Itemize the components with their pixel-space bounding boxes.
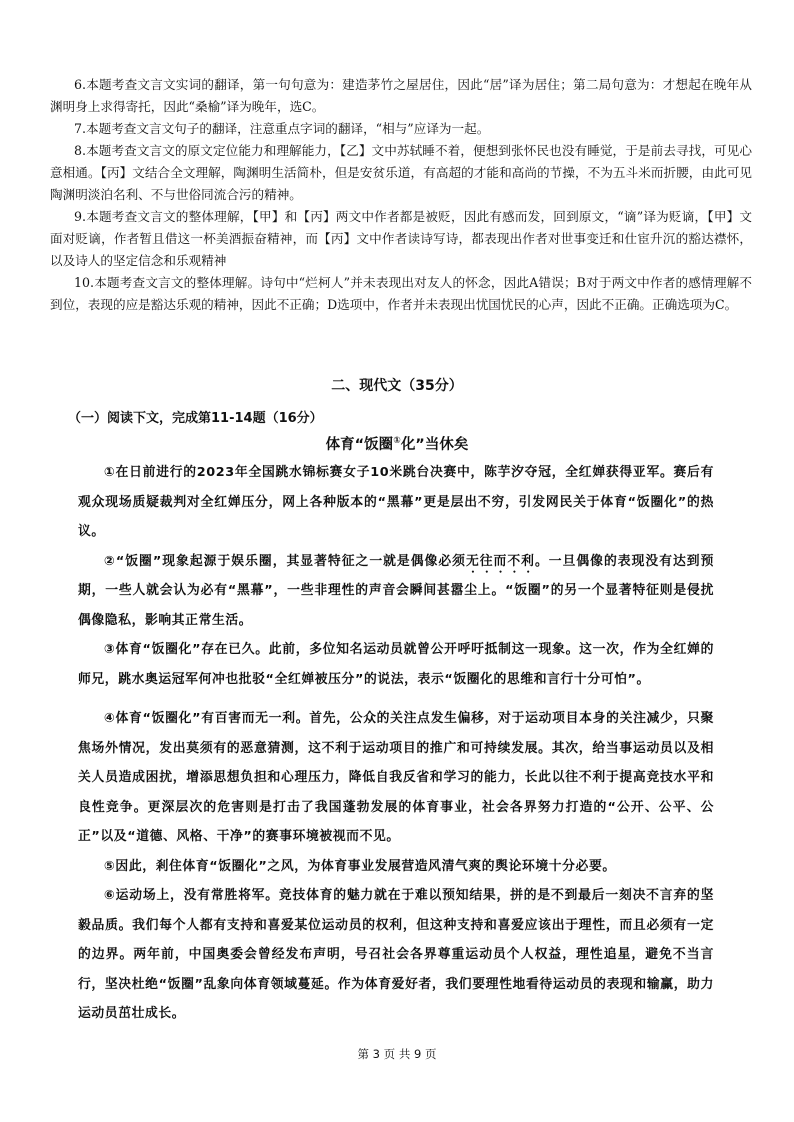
paragraph-5: ⑤因此，剎住体育“饭圈化”之风，为体育事业发展营造风清气爽的舆论环境十分必要。 [104, 858, 616, 874]
emphasized-phrase: 无往而不利 [465, 553, 535, 569]
answer-10: 10.本题考查文言文的整体理解。诗句中“烂柯人”并未表现出对友人的怀念，因此A错误；B对于两文中作者的感情理解不到位，表现的应是豁达乐观的精神，因此不正确；D选项中，作者并未表现出忧国忧民的心声，因此不正确。正确选项为C。 [50, 275, 752, 312]
paragraph-2-start: ②“饭圈”现象起源于娱乐圈，其显著特征之一就是偶像必须 [104, 553, 466, 569]
paragraph-2 [78, 547, 714, 636]
paragraph-3: ③体育“饭圈化”存在已久。此前，多位知名运动员就曾公开呼吁抵制这一现象。这一次，作为全红婵的师兄，跳水奥运冠军何冲也批驳“全红婵被压分”的说法，表示“饭圈化的思维和言行十分可怕”。 [78, 642, 714, 687]
reading-instruction: （一）阅读下文，完成第11-14题（16分） [68, 411, 323, 426]
section-title: 二、现代文（35分） [331, 378, 463, 394]
answer-6: 6.本题考查文言文实词的翻译，第一句句意为：建造茅竹之屋居住，因此“居”译为居住；第二局句意为：才想起在晚年从渊明身上求得寄托，因此“桑榆”译为晚年，选C。 [50, 77, 752, 114]
answer-9: 9.本题考查文言文的整体理解，【甲】和【丙】两文中作者都是被贬，因此有感而发，回到原文，“谪”译为贬谪，【甲】文面对贬谪，作者暂且借这一杯美酒振奋精神，而【丙】文中作者读诗写诗，都表现出作者对世事变迁和仕宦升沉的豁达襟怀，以及诗人的坚定信念和乐观精神 [50, 209, 752, 268]
paragraph-4: ④体育“饭圈化”有百害而无一利。首先，公众的关注点发生偏移，对于运动项目本身的关注减少，只聚焦场外情况，发出莫须有的恶意猜测，这不利于运动项目的推广和可持续发展。其次，给当事运动员以及相关人员造成困扰，增添思想负担和心理压力，降低自我反省和学习的能力，长此以往不利于提高竞技水平和良性竞争。更深层次的危害则是打击了我国蓬勃发展的体育事业，社会各界努力打造的“公开、公平、公正”以及“道德、风格、干净”的赛事环境被视而不见。 [78, 711, 714, 844]
article-title-part-1: 体育“饭圈 [325, 437, 394, 453]
answer-7: 7.本题考查文言文句子的翻译，注意重点字词的翻译，“相与”应译为一起。 [74, 121, 490, 136]
answer-explanations [50, 74, 752, 316]
paragraph-6: ⑥运动场上，没有常胜将军。竞技体育的魅力就在于难以预知结果，拼的是不到最后一刻决不言弃的坚毅品质。我们每个人都有支持和喜爱某位运动员的权利，但这种支持和喜爱应该出于理性，而且必须有一定的边界。两年前，中国奥委会曾经发布声明，号召社会各界尊重运动员个人权益，理性追星，避免不当言行，坚决杜绝“饭圈”乱象向体育领域蔓延。作为体育爱好者，我们要理性地看待运动员的表现和输赢，助力运动员茁壮成长。 [78, 888, 714, 1021]
article-title-part-2: 化”当休矣 [400, 437, 469, 453]
article-body [78, 458, 714, 1029]
article-title [0, 433, 794, 454]
answer-8: 8.本题考查文言文的原文定位能力和理解能力，【乙】文中苏轼睡不着，便想到张怀民也没有睡觉，于是前去寻找，可见心意相通。【丙】文结合全文理解，陶渊明生活简朴，但是安贫乐道，有高超的才能和高尚的节操，不为五斗米而折腰，由此可见陶渊明淡泊名利、不与世俗同流合污的精神。 [50, 143, 752, 202]
page-footer: 第 3 页 共 9 页 [357, 1047, 437, 1061]
paragraph-2-end: 。一旦偶像的表现没有达到预期，一些人就会认为必有“黑幕”，一些非理性的声音会瞬间甚嚣尘上。“饭圈”的另一个显著特征则是侵扰偶像隐私，影响其正常生活。 [78, 553, 714, 628]
paragraph-1: ①在日前进行的2023年全国跳水锦标赛女子10米跳台决赛中，陈芋汐夺冠，全红婵获得亚军。赛后有观众现场质疑裁判对全红婵压分，网上各种版本的“黑幕”更是层出不穷，引发网民关于体育“饭圈化”的热议。 [78, 465, 714, 539]
footnote-marker: ① [393, 436, 401, 447]
